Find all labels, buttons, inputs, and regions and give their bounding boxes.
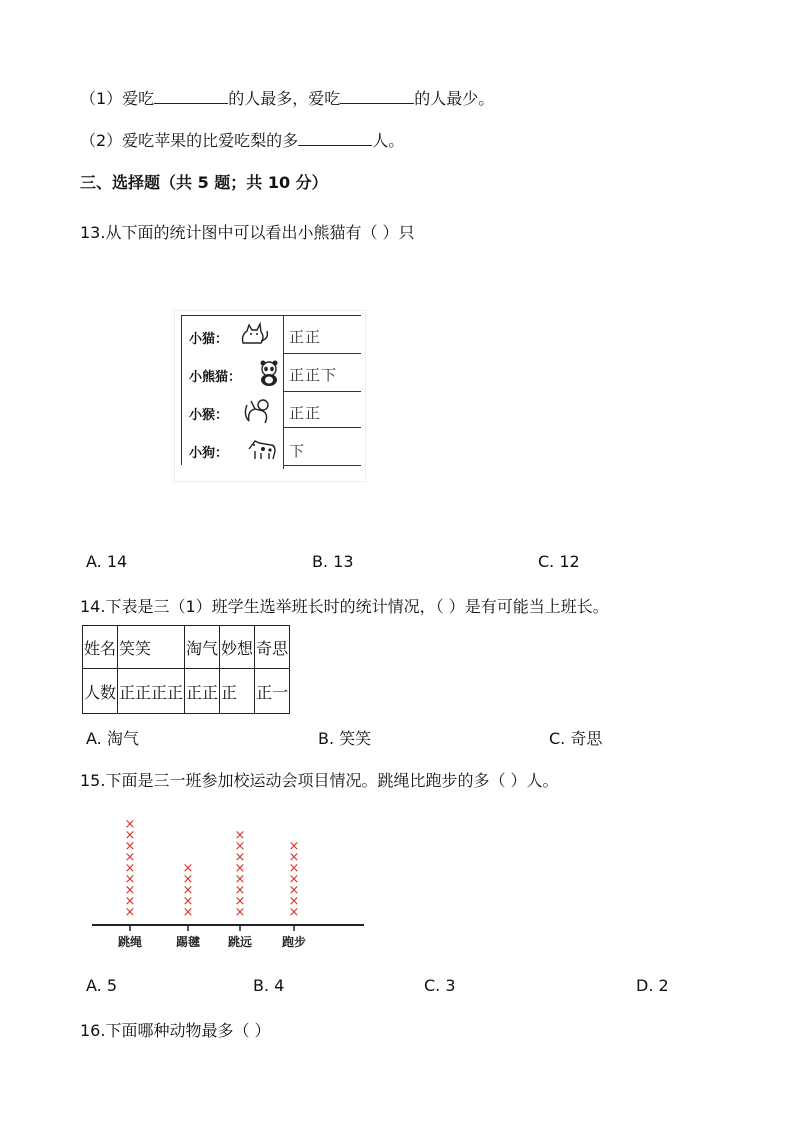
dog-icon xyxy=(245,435,281,463)
q12-text-b: 的人最多，爱吃 xyxy=(228,89,341,108)
cross-mark: × xyxy=(124,883,136,898)
q15-option-a[interactable]: A. 5 xyxy=(86,976,118,995)
tally-row-monkey xyxy=(181,391,361,429)
cross-mark: × xyxy=(182,872,194,887)
panda-icon xyxy=(251,359,287,387)
cross-mark: × xyxy=(288,905,300,920)
table-cell: 奇思 xyxy=(255,626,290,669)
cross-mark: × xyxy=(288,839,300,854)
q13-option-c[interactable]: C. 12 xyxy=(538,552,580,571)
cross-mark: × xyxy=(288,883,300,898)
tally-row-cat xyxy=(181,315,361,353)
monkey-icon xyxy=(241,397,277,425)
cross-mark: × xyxy=(124,828,136,843)
q12-text-e: 人。 xyxy=(372,131,405,150)
q14-option-b[interactable]: B. 笑笑 xyxy=(318,729,372,748)
table-cell: 笑笑 xyxy=(118,626,185,669)
cross-mark: × xyxy=(182,905,194,920)
cross-mark: × xyxy=(234,850,246,865)
q14-question: 14.下表是三（1）班学生选举班长时的统计情况，（ ）是有可能当上班长。 xyxy=(80,597,609,616)
category-label: 跳远 xyxy=(227,935,253,949)
cross-mark: × xyxy=(182,894,194,909)
cross-mark: × xyxy=(288,872,300,887)
q13-option-b[interactable]: B. 13 xyxy=(312,552,354,571)
answer-blank[interactable] xyxy=(154,102,228,104)
animal-name: 小猫： xyxy=(189,332,229,347)
cross-mark: × xyxy=(124,839,136,854)
answer-blank[interactable] xyxy=(340,102,414,104)
category-label: 跑步 xyxy=(281,935,307,949)
q15-question: 15.下面是三一班参加校运动会项目情况。跳绳比跑步的多（ ）人。 xyxy=(80,771,559,790)
q12-text-a: （1）爱吃 xyxy=(80,89,155,108)
cross-mark: × xyxy=(124,817,136,832)
q16-question: 16.下面哪种动物最多（ ） xyxy=(80,1021,271,1040)
cross-mark: × xyxy=(234,894,246,909)
tally-marks: 正正 xyxy=(289,404,322,422)
table-row xyxy=(83,626,290,669)
q15-option-c[interactable]: C. 3 xyxy=(424,976,456,995)
cross-mark: × xyxy=(124,850,136,865)
table-cell: 正一 xyxy=(255,669,290,714)
cross-mark: × xyxy=(124,872,136,887)
cross-mark: × xyxy=(234,905,246,920)
table-cell: 正正 xyxy=(185,669,220,714)
category-label: 踢毽 xyxy=(175,935,201,949)
q15-option-d[interactable]: D. 2 xyxy=(636,976,669,995)
cross-mark: × xyxy=(288,894,300,909)
cross-mark: × xyxy=(234,883,246,898)
cross-mark: × xyxy=(288,850,300,865)
q13-question: 13.从下面的统计图中可以看出小熊猫有（ ）只 xyxy=(80,223,415,242)
q12-text-d: （2）爱吃苹果的比爱吃梨的多 xyxy=(80,131,299,150)
tally-marks: 正正 xyxy=(289,328,322,346)
animal-name: 小狗： xyxy=(189,446,229,461)
cross-mark: × xyxy=(182,861,194,876)
section-heading: 三、选择题（共 5 题；共 10 分） xyxy=(80,173,328,192)
q13-option-a[interactable]: A. 14 xyxy=(86,552,128,571)
cross-mark: × xyxy=(234,828,246,843)
q15-cross-chart xyxy=(92,800,367,960)
table-cell: 淘气 xyxy=(185,626,220,669)
tally-marks: 下 xyxy=(289,442,306,460)
table-cell: 人数 xyxy=(83,669,118,714)
cross-mark: × xyxy=(124,861,136,876)
table-cell: 正 xyxy=(220,669,255,714)
table-cell: 妙想 xyxy=(220,626,255,669)
q14-option-a[interactable]: A. 淘气 xyxy=(86,729,139,748)
q14-option-c[interactable]: C. 奇思 xyxy=(549,729,603,748)
cat-icon xyxy=(237,321,273,349)
table-row xyxy=(83,669,290,714)
table-cell: 姓名 xyxy=(83,626,118,669)
cross-mark: × xyxy=(182,883,194,898)
table-cell: 正正正正 xyxy=(118,669,185,714)
q12-line-2 xyxy=(80,128,404,151)
q14-vote-table xyxy=(82,625,290,714)
animal-name: 小熊猫： xyxy=(189,370,242,385)
answer-blank[interactable] xyxy=(298,144,372,146)
tally-row-panda xyxy=(181,353,361,391)
q12-line-1 xyxy=(80,86,494,109)
q13-tally-chart xyxy=(174,310,366,482)
cross-mark: × xyxy=(234,861,246,876)
cross-mark: × xyxy=(234,839,246,854)
category-label: 跳绳 xyxy=(117,935,143,949)
animal-name: 小猴： xyxy=(189,408,229,423)
q12-text-c: 的人最少。 xyxy=(414,89,495,108)
cross-mark: × xyxy=(124,905,136,920)
cross-mark: × xyxy=(234,872,246,887)
cross-mark: × xyxy=(288,861,300,876)
q15-option-b[interactable]: B. 4 xyxy=(253,976,285,995)
tally-marks: 正正下 xyxy=(289,366,338,384)
tally-row-dog xyxy=(181,429,361,467)
cross-mark: × xyxy=(124,894,136,909)
